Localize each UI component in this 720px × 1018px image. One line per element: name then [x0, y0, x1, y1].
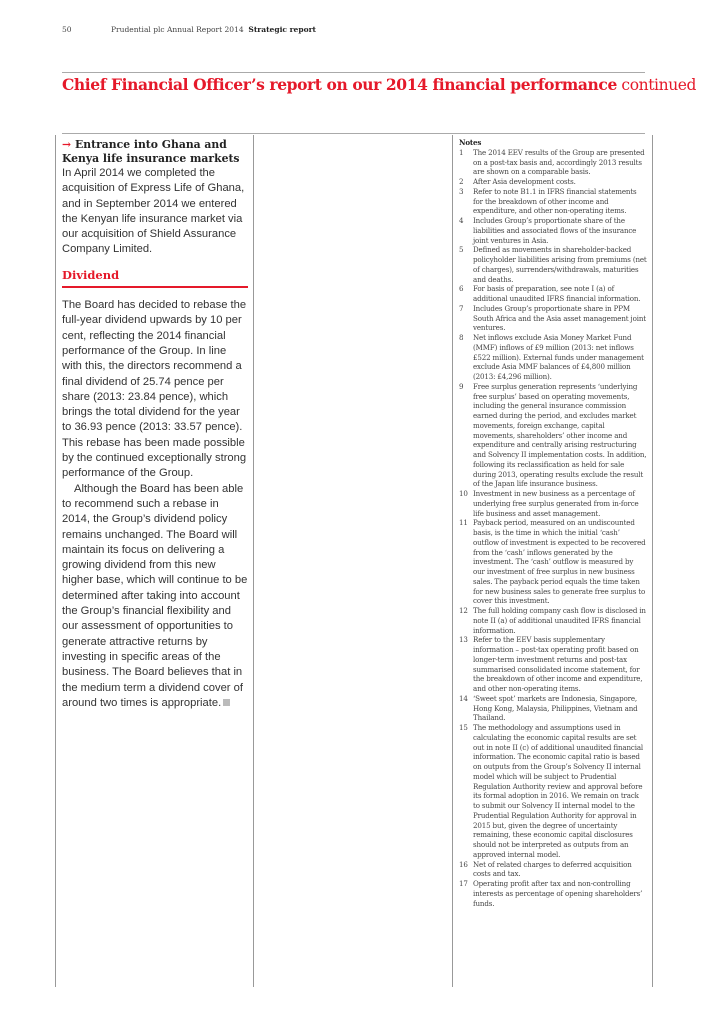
note-number: 8 — [459, 333, 464, 342]
note-number: 1 — [459, 147, 464, 157]
note-number: 2 — [459, 177, 464, 186]
note-text: Free surplus generation represents ‘underlying free surplus’ based on operating movements, including the general insurance commission earned during the period, and excludes market movements, foreign exchange, capital movements, shareholders’ other income and expenditure and centrally arising restructuring and Solvency II implementation costs. In addition, following its reclassification as held for sale during 2013, operating results exclude the result of the Japan life insurance business. — [473, 381, 647, 489]
note-number: 15 — [459, 723, 468, 732]
note-item — [459, 518, 647, 606]
dividend-paragraph-2 — [62, 482, 248, 711]
note-text: Includes Group’s proportionate share in PPM South Africa and the Asia asset management joint ventures. — [473, 303, 646, 333]
note-item — [459, 304, 647, 333]
note-item — [459, 635, 647, 694]
note-text: Payback period, measured on an undiscounted basis, is the time in which the initial ‘cash’ outflow of investment is expected to be recovered from the ‘cash’ inflows generated by the investment. The ‘cash’ outflow is measured by our investment of free surplus in new business sales. The payback period equals the time taken for new business sales to generate free surplus to cover this investment. — [473, 518, 646, 606]
subheading — [62, 138, 248, 166]
note-number: 5 — [459, 245, 464, 255]
note-number: 6 — [459, 284, 464, 294]
notes-column — [459, 138, 647, 908]
note-text: ‘Sweet spot’ markets are Indonesia, Singapore, Hong Kong, Malaysia, Philippines, Vietnam and Thailand. — [473, 693, 638, 723]
note-text: Defined as movements in shareholder-backed policyholder liabilities arising from premiums (net of charges), surrenders/withdrawals, maturities and deaths. — [473, 245, 647, 284]
section-name: Strategic report — [248, 25, 316, 34]
note-number: 4 — [459, 216, 464, 225]
note-text: The 2014 EEV results of the Group are presented on a post-tax basis and, accordingly 2013 results are shown on a comparable basis. — [473, 147, 645, 177]
column-divider — [253, 135, 254, 987]
note-text: Includes Group’s proportionate share of the liabilities and associated flows of the insurance joint ventures in Asia. — [473, 216, 637, 245]
note-item — [459, 606, 647, 635]
note-number: 16 — [459, 859, 468, 869]
page-title — [62, 75, 696, 94]
left-column — [62, 138, 248, 711]
note-item — [459, 245, 647, 284]
dividend-heading: Dividend — [62, 268, 248, 288]
note-number: 7 — [459, 303, 464, 313]
note-text: Investment in new business as a percentage of underlying free surplus generated from in-force life business and asset management. — [473, 489, 639, 518]
note-number: 17 — [459, 879, 468, 888]
note-text: The methodology and assumptions used in calculating the economic capital results are set out in note II (c) of additional unaudited financial information. The economic capital ratio is based on outputs from the Group’s Solvency II internal model which will be subject to Prudential Regulation Authority review and approval before its formal adoption in 2016. We remain on track to submit our Solvency II internal model to the Prudential Regulation Authority for approval in 2015 but, given the degree of uncertainty remaining, these economic capital disclosures should not be interpreted as outputs from an approved internal model. — [473, 723, 644, 859]
note-text: Operating profit after tax and non-controlling interests as percentage of opening shareholders’ funds. — [473, 879, 643, 908]
title-main: Chief Financial Officer’s report on our 2014 financial performance — [62, 75, 617, 94]
note-text: Net inflows exclude Asia Money Market Fund (MMF) inflows of £9 million (2013: net inflows £522 million). External funds under management exclude Asia MMF balances of £4,800 million (2013: £4,296 million). — [473, 333, 644, 381]
note-number: 10 — [459, 489, 468, 498]
title-suffix: continued — [616, 76, 697, 94]
title-rule — [62, 72, 645, 73]
note-number: 9 — [459, 381, 464, 391]
note-item — [459, 333, 647, 382]
note-text: Refer to note B1.1 in IFRS financial statements for the breakdown of other income and expenditure, and other non-operating items. — [473, 186, 637, 216]
subheading-text: Entrance into Ghana and Kenya life insurance markets — [62, 138, 240, 165]
notes-heading: Notes — [459, 138, 482, 147]
column-divider — [652, 135, 653, 987]
note-item — [459, 382, 647, 489]
column-divider — [55, 135, 56, 987]
note-number: 11 — [459, 518, 468, 528]
dividend-paragraph-2-text: Although the Board has been able to recommend such a rebase in 2014, the Group’s dividend policy remains unchanged. The Board will maintain its focus on delivering a growing dividend from this new higher base, which will continue to be determined after taking into account the Group’s financial flexibility and our assessment of opportunities to generate attractive returns by investing in specific areas of the business. The Board believes that in the medium term a dividend cover of around two times is appropriate. — [62, 482, 248, 709]
note-item — [459, 694, 647, 723]
note-item — [459, 148, 647, 177]
column-divider — [452, 135, 453, 987]
note-text: The full holding company cash flow is disclosed in note II (a) of additional unaudited IFRS financial information. — [473, 606, 646, 635]
note-item — [459, 879, 647, 908]
notes-list — [459, 148, 647, 909]
note-item — [459, 284, 647, 304]
intro-paragraph: In April 2014 we completed the acquisition of Express Life of Ghana, and in September 2014 we entered the Kenyan life insurance market via our acquisition of Shield Assurance Company Limited. — [62, 167, 245, 256]
note-number: 13 — [459, 635, 468, 645]
note-number: 14 — [459, 693, 468, 703]
note-item — [459, 177, 647, 187]
note-item — [459, 187, 647, 216]
dividend-paragraph-1: The Board has decided to rebase the full-year dividend upwards by 10 per cent, reflecting the 2014 financial performance of the Group. In line with this, the directors recommend a final dividend of 25.74 pence per share (2013: 23.84 pence), which brings the total dividend for the year to 36.93 pence (2013: 33.57 pence). This rebase has been made possible by the continued exceptionally strong performance of the Group. — [62, 299, 247, 480]
note-number: 3 — [459, 186, 464, 196]
note-item — [459, 723, 647, 860]
note-text: Net of related charges to deferred acquisition costs and tax. — [473, 859, 632, 879]
note-item — [459, 860, 647, 880]
note-text: Refer to the EEV basis supplementary information – post-tax operating profit based on longer-term investment returns and post-tax summarised consolidated income statement, for the breakdown of other income and expenditure, and other non-operating items. — [473, 635, 643, 693]
content-rule — [62, 133, 645, 134]
page-number: 50 — [62, 25, 72, 34]
end-mark-icon — [223, 699, 230, 706]
note-number: 12 — [459, 606, 468, 615]
note-item — [459, 216, 647, 245]
publication-name: Prudential plc Annual Report 2014 — [111, 25, 244, 34]
note-item — [459, 489, 647, 518]
note-text: After Asia development costs. — [473, 177, 576, 186]
arrow-right-icon: → — [62, 138, 72, 151]
note-text: For basis of preparation, see note I (a) of additional unaudited IFRS financial information. — [473, 284, 641, 303]
